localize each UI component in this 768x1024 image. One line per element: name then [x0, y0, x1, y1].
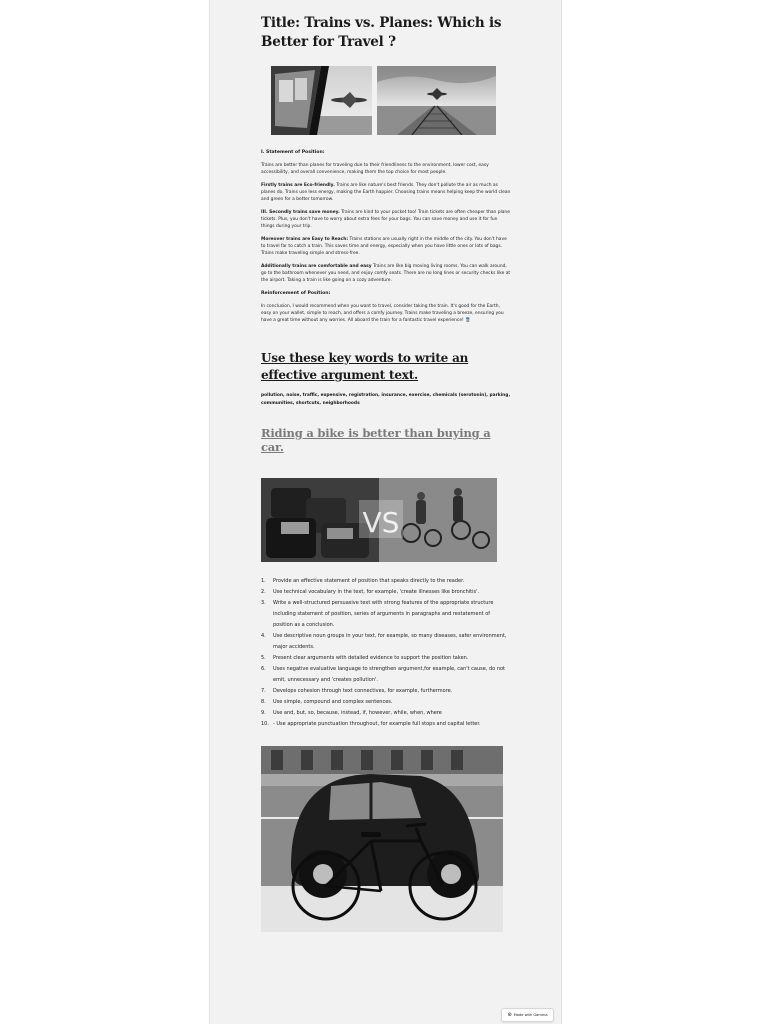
list-item-text: Use and, but, so, because, instead, if, however, while, when, where	[273, 710, 442, 716]
list-item-number: 8.	[261, 699, 266, 705]
keywords-list: pollution, noise, traffic, expensive, registration, insurance, exercise, chemicals (serotonin), parking, communities, shortcuts, neighborhoods	[261, 393, 511, 406]
list-item	[261, 576, 511, 587]
list-item	[261, 719, 511, 730]
argument-text: Trains are kind to your pocket too! Train tickets are often cheaper than plane tickets. Plus, you don't have to worry about extra fees for your bags. You can save money and use it for fun things during your trip.	[261, 210, 510, 229]
list-item	[261, 598, 511, 631]
argument-lead: Firstly trains are Eco-friendly.	[261, 183, 335, 188]
car-and-bicycle-image	[261, 746, 503, 932]
argument-lead: III. Secondly trains save money.	[261, 210, 340, 215]
list-item-text: Present clear arguments with detailed evidence to support the position taken.	[273, 655, 469, 661]
document-content	[261, 14, 511, 932]
list-item-text: Develops cohesion through text connectives, for example, furthermore.	[273, 688, 453, 694]
argument-text: Trains stations are usually right in the middle of the city. You don't have to travel far to catch a train. This saves time and energy, especially when you have little ones or lots of bags. Trains make traveling simple and stress-free.	[261, 237, 507, 256]
cars-vs-bikes-image	[261, 478, 497, 562]
list-item-number: 10.	[261, 721, 269, 727]
list-item	[261, 631, 511, 653]
made-with-gamma-badge[interactable]	[501, 1008, 554, 1022]
page-title: Title: Trains vs. Planes: Which is Better for Travel ?	[261, 15, 502, 50]
reinforcement-label: Reinforcement of Position:	[261, 291, 331, 296]
list-item-text: Use simple, compound and complex sentences.	[273, 699, 393, 705]
list-item-text: Write a well-structured persuasive text with strong features of the appropriate structure including statement of position, series of arguments in paragraphs and restatement of position as a conclusion.	[273, 600, 494, 628]
list-item-text: Use descriptive noun groups in your text, for example, so many diseases, safer environment, major accidents.	[273, 633, 507, 650]
list-item-text: Use technical vocabulary in the text, for example, 'create illnesses like bronchitis'.	[273, 589, 480, 595]
hero-images	[271, 66, 511, 135]
list-item-number: 5.	[261, 655, 266, 661]
vs-label: VS	[362, 506, 400, 539]
argument-paragraph	[261, 236, 511, 257]
list-item	[261, 708, 511, 719]
train-plane-image	[271, 66, 372, 135]
document-page	[209, 0, 562, 1024]
gamma-icon: ⊛	[507, 1011, 512, 1018]
keywords-heading: Use these key words to write an effective argument text.	[261, 351, 469, 382]
prompt-heading: Riding a bike is better than buying a car.	[261, 426, 491, 454]
argument-text: Trains are like big moving living rooms. You can walk around, go to the bathroom whenever you need, and enjoy comfy seats. There are no long lines or security checks like at the airport. Taking a train is like going on a cozy adventure.	[261, 264, 511, 283]
instruction-list	[261, 576, 511, 730]
list-item-number: 6.	[261, 666, 266, 672]
list-item	[261, 587, 511, 598]
list-item-text: - Use appropriate punctuation throughout, for example full stops and capital letter.	[273, 721, 481, 727]
argument-paragraph	[261, 182, 511, 203]
list-item-number: 3.	[261, 600, 266, 606]
list-item	[261, 653, 511, 664]
list-item-text: Provide an effective statement of position that speaks directly to the reader.	[273, 578, 465, 584]
list-item-number: 7.	[261, 688, 266, 694]
statement-text: Trains are better than planes for traveling due to their friendliness to the environment, lower cost, easy accessibility, and overall convenience, making them the top choice for most people.	[261, 163, 489, 175]
list-item	[261, 664, 511, 686]
statement-label: I. Statement of Position:	[261, 150, 325, 155]
list-item	[261, 697, 511, 708]
list-item-text: Uses negative evaluative language to strengthen argument,for example, can't cause, do not emit, unnecessary and 'creates pollution'.	[273, 666, 506, 683]
argument-paragraph	[261, 209, 511, 230]
reinforcement-text: In conclusion, I would recommend when you want to travel, consider taking the train. It's good for the Earth, easy on your wallet, simple to reach, and offers a comfy journey. Trains make traveling a breeze, ensuring you have a great time without any worries. All aboard the train for a fantastic travel experience! 🚆	[261, 304, 504, 323]
list-item-number: 9.	[261, 710, 266, 716]
argument-text: Trains are like nature's best friends. They don't pollute the air as much as planes do. Trains use less energy, making the Earth happier. Choosing trains means helping keep the world clean and green for a better tomorrow.	[261, 183, 511, 202]
plane-over-tracks-image	[377, 66, 496, 135]
list-item-number: 1.	[261, 578, 266, 584]
argument-paragraph	[261, 263, 511, 284]
list-item-number: 4.	[261, 633, 266, 639]
list-item	[261, 686, 511, 697]
badge-label: Made with Gamma	[513, 1013, 548, 1017]
list-item-number: 2.	[261, 589, 266, 595]
argument-lead: Moreover trains are Easy to Reach:	[261, 237, 349, 242]
argument-lead: Additionally trains are comfortable and easy	[261, 264, 372, 269]
